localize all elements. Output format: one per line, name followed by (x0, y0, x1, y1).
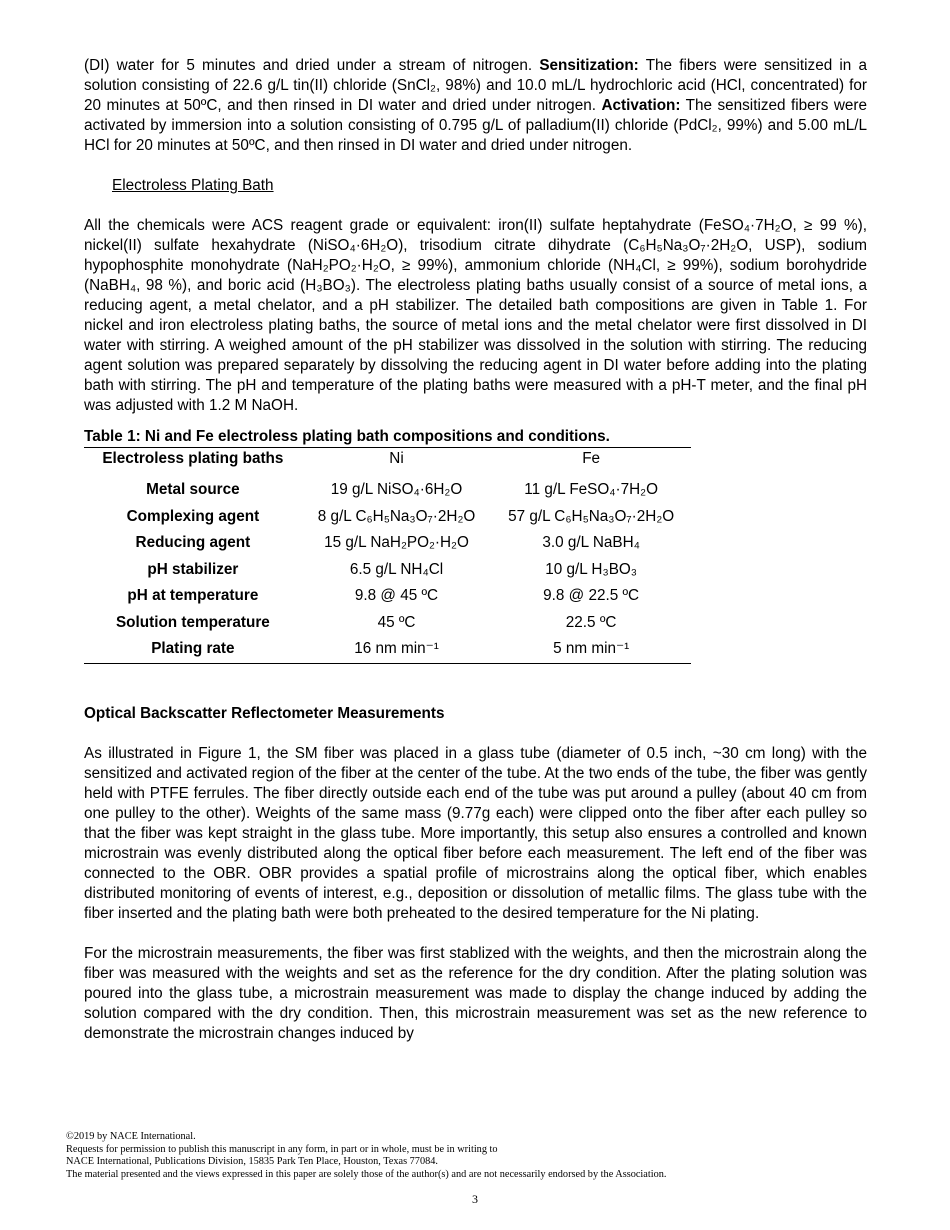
ni-cell: 15 g/L NaH₂PO₂·H₂O (324, 534, 469, 552)
table-row (84, 583, 691, 610)
table-row (84, 530, 691, 557)
page-number: 3 (472, 1192, 478, 1206)
fe-cell: 11 g/L FeSO₄·7H₂O (524, 481, 659, 499)
table-header-row (84, 448, 691, 470)
row-label: Solution temperature (115, 613, 270, 631)
ni-cell: 6.5 g/L NH₄Cl (349, 560, 444, 578)
activation-text: The sensitized fibers were activated by immersion into a solution consisting of 0.795 g/L of palladium(II) chloride (PdCl₂, 99%) and 5.00 mL/L HCl for 20 minutes at 50ºC, and then rinsed in DI water and dried under nitrogen. (84, 97, 867, 154)
table-row (84, 469, 691, 504)
ni-cell: 16 nm min⁻¹ (354, 640, 439, 658)
row-label: Reducing agent (135, 534, 251, 552)
obr-paragraph-2: For the microstrain measurements, the fiber was first stablized with the weights, and then the microstrain along the fiber was measured with the weights and set as the reference for the dry condition. After the plating solution was poured into the glass tube, a microstrain measurement was made to display the change induced by adding the solution compared with the dry condition. Then, this microstrain measurement was set as the new reference to demonstrate the microstrain changes induced by (84, 944, 867, 1042)
table-caption: Table 1: Ni and Fe electroless plating bath compositions and conditions. (84, 428, 610, 445)
header-fe: Fe (582, 450, 601, 467)
composition-table (84, 427, 691, 664)
activation-label: Activation: (601, 97, 681, 114)
table-row (84, 610, 691, 637)
footer-copyright: ©2019 by NACE International. (66, 1131, 196, 1142)
ni-cell: 9.8 @ 45 ºC (354, 587, 439, 605)
fe-cell: 3.0 g/L NaBH₄ (542, 534, 640, 552)
fe-cell: 10 g/L H₃BO₃ (545, 560, 638, 578)
obr-heading: Optical Backscatter Reflectometer Measurements (84, 704, 445, 722)
obr-paragraph-1: As illustrated in Figure 1, the SM fiber was placed in a glass tube (diameter of 0.5 inch, ~30 cm long) with the sensitized and activated region of the fiber at the center of the tube. At the two ends of the tube, the fiber was gently held with PTFE ferrules. The fiber directly outside each end of the tube was put around a pulley (about 40 cm from one pulley to the other). Weights of the same mass (9.77g each) were clipped onto the fiber after each pulley so that the fiber was kept straight in the glass tube. More importantly, this setup also ensures a controlled and known microstrain was evenly distributed along the optical fiber before each measurement. The left end of the fiber was connected to the OBR. OBR provides a spatial profile of microstrains along the optical fiber, which enables distributed monitoring of events of interest, e.g., deposition or dissolution of metallic films. The glass tube with the fiber inserted and the plating bath were both preheated to the desired temperature for the Ni plating. (84, 744, 867, 922)
table-row (84, 504, 691, 531)
ni-cell: 8 g/L C₆H₅Na₃O₇·2H₂O (317, 507, 476, 525)
bath-heading: Electroless Plating Bath (112, 177, 274, 194)
header-ni: Ni (389, 450, 404, 467)
row-label: pH at temperature (127, 587, 259, 605)
footer-line: NACE International, Publications Division, 15835 Park Ten Place, Houston, Texas 77084. (66, 1156, 438, 1168)
ni-cell: 45 ºC (377, 613, 416, 631)
row-label: Complexing agent (126, 507, 260, 525)
fe-cell: 9.8 @ 22.5 ºC (543, 587, 640, 605)
row-label: Plating rate (151, 640, 235, 658)
row-label: pH stabilizer (147, 560, 239, 578)
table-row (84, 636, 691, 663)
row-label: Metal source (146, 481, 240, 499)
fe-cell: 5 nm min⁻¹ (553, 640, 630, 658)
fe-cell: 57 g/L C₆H₅Na₃O₇·2H₂O (508, 507, 675, 525)
fe-cell: 22.5 ºC (565, 613, 617, 631)
sensitization-label: Sensitization: (539, 57, 639, 74)
footer-line: Requests for permission to publish this manuscript in any form, in part or in whole, must be in writing to (66, 1143, 498, 1155)
sensitization-text: The fibers were sensitized in a solution consisting of 22.6 g/L tin(II) chloride (SnCl₂, 98%) and 10.0 mL/L hydrochloric acid (HCl, concentrated) for 20 minutes at 50ºC, and then rinsed in DI water and dried under nitrogen. (84, 57, 868, 114)
intro-line: (DI) water for 5 minutes and dried under a stream of nitrogen. (84, 57, 533, 74)
bath-paragraph: All the chemicals were ACS reagent grade or equivalent: iron(II) sulfate heptahydrate (FeSO₄·7H₂O, ≥ 99 %), nickel(II) sulfate hexahydrate (NiSO₄·6H₂O), trisodium citrate dihydrate (C₆H₅Na₃O₇·2H₂O, USP), sodium hypophosphite monohydrate (NaH₂PO₂·H₂O, ≥ 99%), ammonium chloride (NH₄Cl, ≥ 99%), sodium borohydride (NaBH₄, 98 %), and boric acid (H₃BO₃). The electroless plating baths usually consist of a source of metal ions, a reducing agent, a metal chelator, and a pH stabilizer. The detailed bath compositions are given in Table 1. For nickel and iron electroless plating baths, the source of metal ions and the metal chelator were first dissolved in DI water with stirring. A weighed amount of the pH stabilizer was dissolved in the solution with stirring. The reducing agent solution was prepared separately by dissolving the reducing agent in DI water before adding into the plating bath with stirring. The pH and temperature of the plating baths were measured with a pH-T meter, and the final pH was adjusted with 1.2 M NaOH. (84, 217, 867, 414)
ni-cell: 19 g/L NiSO₄·6H₂O (330, 481, 463, 499)
footer-line: The material presented and the views expressed in this paper are solely those of the author(s) and are not necessarily endorsed by the Association. (66, 1168, 667, 1180)
header-baths: Electroless plating baths (102, 450, 284, 467)
page-body (84, 56, 867, 1044)
intro-paragraph (84, 56, 867, 156)
table-row (84, 557, 691, 584)
page-footer (66, 1131, 896, 1181)
